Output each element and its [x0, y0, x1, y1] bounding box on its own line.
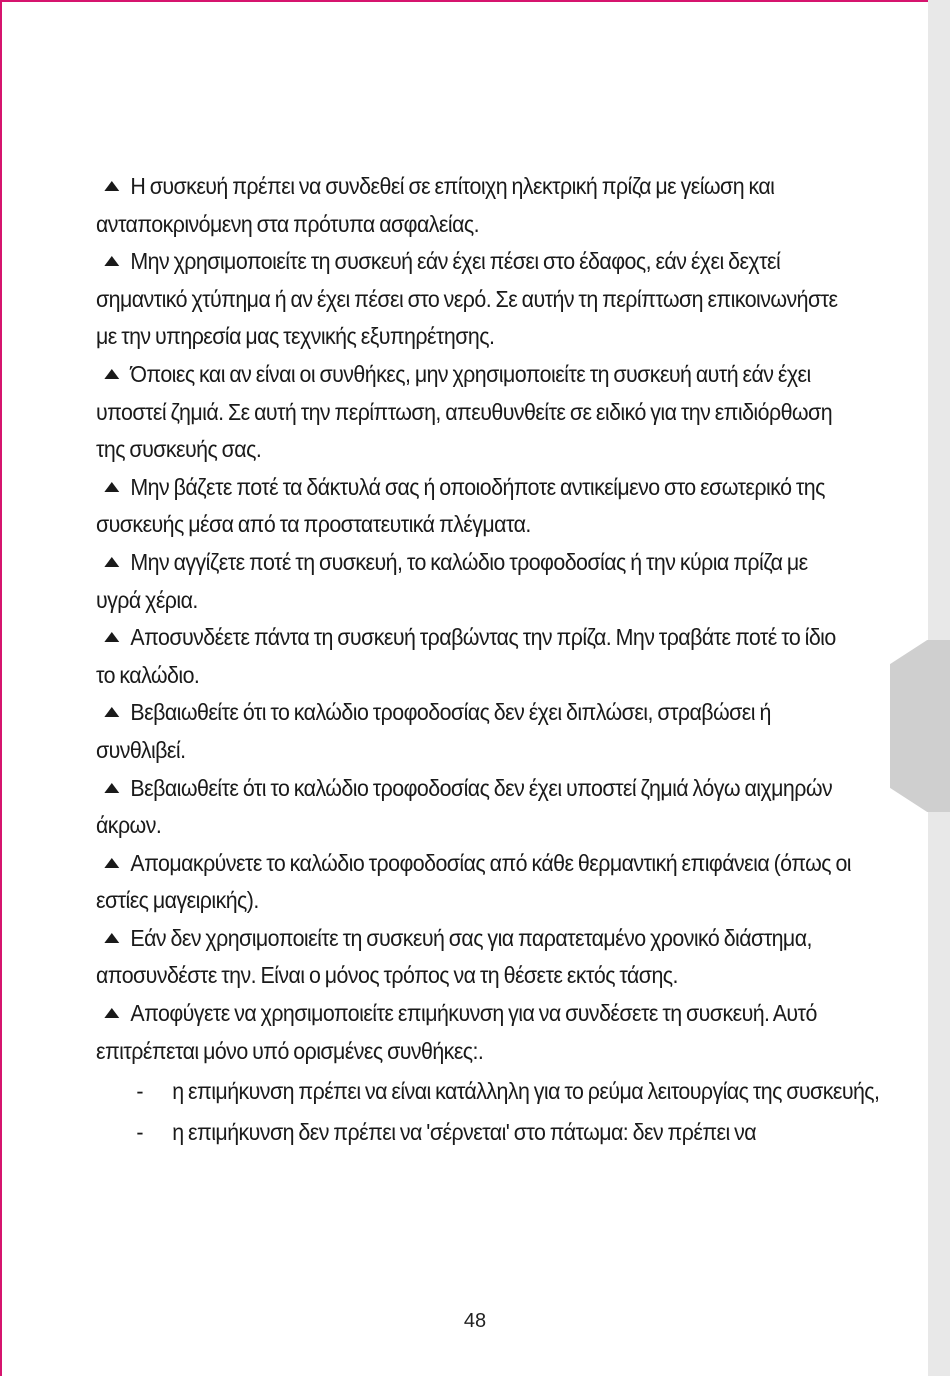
sub-list-item: [96, 1073, 932, 1111]
triangle-up-icon: [104, 369, 119, 379]
dash-marker: -: [136, 1078, 143, 1105]
list-item: [96, 469, 856, 544]
list-item-text: Αποφύγετε να χρησιμοποιείτε επιμήκυνση για να συνδέσετε τη συσκευή. Αυτό επιτρέπεται μόνο υπό ορισμένες συνθήκες:.: [96, 1000, 817, 1064]
triangle-up-icon: [104, 482, 119, 492]
sub-list-item: [96, 1114, 932, 1152]
list-item: [96, 995, 856, 1070]
list-item-text: Η συσκευή πρέπει να συνδεθεί σε επίτοιχη ηλεκτρική πρίζα με γείωση και ανταποκρινόμενη στα πρότυπα ασφαλείας.: [96, 173, 775, 237]
triangle-up-icon: [104, 858, 119, 868]
triangle-up-icon: [104, 707, 119, 717]
list-item-text: Βεβαιωθείτε ότι το καλώδιο τροφοδοσίας δεν έχει υποστεί ζημιά λόγω αιχμηρών άκρων.: [96, 774, 833, 839]
list-item: [96, 356, 856, 469]
triangle-up-icon: [104, 632, 119, 642]
list-item: [96, 770, 856, 845]
triangle-up-icon: [104, 181, 119, 191]
sub-list-item-text: η επιμήκυνση δεν πρέπει να 'σέρνεται' στο πάτωμα: δεν πρέπει να: [172, 1118, 757, 1145]
dash-marker: -: [136, 1118, 143, 1145]
safety-instructions: [96, 168, 880, 1151]
sub-list-item-text: η επιμήκυνση πρέπει να είναι κατάλληλη για το ρεύμα λειτουργίας της συσκευής,: [172, 1078, 880, 1105]
page-number: 48: [463, 1310, 487, 1332]
list-item-text: Αποσυνδέετε πάντα τη συσκευή τραβώντας την πρίζα. Μην τραβάτε ποτέ το ίδιο το καλώδιο.: [96, 624, 836, 688]
triangle-up-icon: [104, 557, 119, 567]
list-item-text: Μην αγγίζετε ποτέ τη συσκευή, το καλώδιο τροφοδοσίας ή την κύρια πρίζα με υγρά χέρια.: [96, 548, 808, 613]
list-item: [96, 845, 856, 920]
list-item: [96, 168, 856, 243]
triangle-up-icon: [104, 1008, 119, 1018]
list-item-text: Όποιες και αν είναι οι συνθήκες, μην χρησιμοποιείτε τη συσκευή αυτή εάν έχει υποστεί ζημιά. Σε αυτή την περίπτωση, απευθυνθείτε σε ειδικό για την επιδιόρθωση της συσκευής σας.: [96, 360, 833, 463]
triangle-up-icon: [104, 783, 119, 793]
section-thumb-tab: [890, 640, 950, 812]
list-item-text: Εάν δεν χρησιμοποιείτε τη συσκευή σας για παρατεταμένο χρονικό διάστημα, αποσυνδέστε την. Είναι ο μόνος τρόπος να τη θέσετε εκτός τάσης.: [96, 924, 812, 989]
list-item-text: Μην χρησιμοποιείτε τη συσκευή εάν έχει πέσει στο έδαφος, εάν έχει δεχτεί σημαντικό χτύπημα ή αν έχει πέσει στο νερό. Σε αυτήν τη περίπτωση επικοινωνήστε με την υπηρεσία μας τεχνικής εξυπηρέτησης.: [96, 248, 838, 350]
page-border-top: [0, 0, 928, 2]
list-item: [96, 243, 856, 356]
list-item: [96, 694, 856, 769]
list-item: [96, 920, 856, 995]
triangle-up-icon: [104, 933, 119, 943]
list-item-text: Μην βάζετε ποτέ τα δάκτυλά σας ή οποιοδήποτε αντικείμενο στο εσωτερικό της συσκευής μέσα από τα προστατευτικά πλέγματα.: [96, 473, 825, 538]
list-item-text: Απομακρύνετε το καλώδιο τροφοδοσίας από κάθε θερμαντική επιφάνεια (όπως οι εστίες μαγειρικής).: [96, 849, 852, 914]
list-item: [96, 544, 856, 619]
list-item: [96, 619, 856, 694]
triangle-up-icon: [104, 256, 119, 266]
page-border-left: [0, 0, 2, 1376]
list-item-text: Βεβαιωθείτε ότι το καλώδιο τροφοδοσίας δεν έχει διπλώσει, στραβώσει ή συνθλιβεί.: [96, 699, 771, 763]
